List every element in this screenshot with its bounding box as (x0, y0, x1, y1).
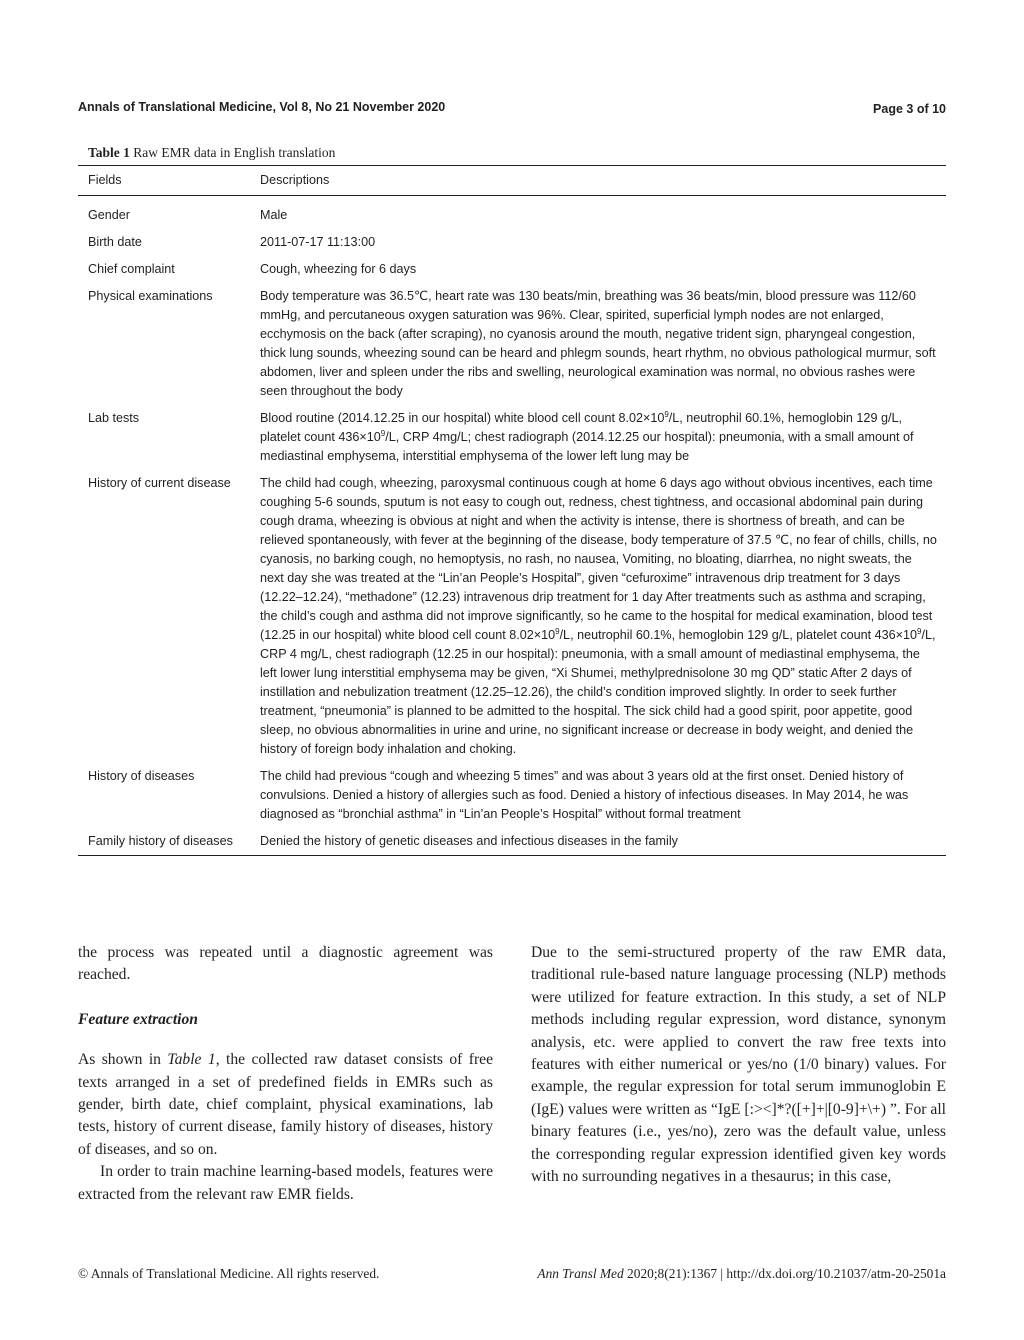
table-row (78, 466, 946, 759)
field-cell: Birth date (88, 235, 142, 249)
field-cell: Physical examinations (88, 289, 213, 303)
body-column-right (531, 942, 946, 1188)
emr-table (78, 165, 946, 856)
description-cell: Blood routine (2014.12.25 in our hospital) white blood cell count $8.02\times 10^9/L$, neutrophil 60.1%, hemoglobin 129 g/L, platelet count $436\times 10^9/L$, CRP 4mg/L; chest radiograph (2014.12.25 our hospital): pneumonia, with a small amount of mediastinal emphysema, interstitial emphysema of the lower left lung may be (260, 410, 914, 463)
table-header-row (78, 166, 946, 196)
description-cell: Body temperature was 36.5℃, heart rate was 130 beats/min, breathing was 36 beats/min, blood pressure was 112/60 mmHg, and percutaneous oxygen saturation was 96%. Clear, spirited, superficial lymph nodes are not enlarged, ecchymosis on the back (after scraping), no cyanosis around the mouth, negative trident sign, pharyngeal congestion, thick lung sounds, wheezing sound can be heard and phlegm sounds, heart rhythm, no obvious pathological murmur, soft abdomen, liver and spleen under the ribs and swelling, neurological examination was normal, no obvious rashes were seen throughout the body (260, 289, 936, 398)
field-cell: Chief complaint (88, 262, 175, 276)
copyright-notice: © Annals of Translational Medicine. All rights reserved. (78, 1266, 380, 1281)
running-header (78, 100, 946, 120)
description-cell: The child had previous “cough and wheezing 5 times” and was about 3 years old at the first onset. Denied history of convulsions. Denied a history of allergies such as food. Denied a history of infectious diseases. In May 2014, he was diagnosed as “bronchial asthma” in “Lin’an People’s Hospital” without formal treatment (260, 769, 909, 821)
body-paragraph (78, 1049, 493, 1161)
description-cell: Denied the history of genetic diseases and infectious diseases in the family (260, 834, 678, 848)
field-cell: Family history of diseases (88, 834, 233, 848)
body-paragraph: Due to the semi-structured property of the raw EMR data, traditional rule-based nature language processing (NLP) methods were utilized for feature extraction. In this study, a set of NLP methods including regular expression, word distance, synonym analysis, etc. were applied to convert the raw free texts into features with either numerical or yes/no (1/0 binary) values. For example, the regular expression for total serum immunoglobin E (IgE) values were written as “IgE [:><]*?([+]+|[0-9]+\+) ”. For all binary features (i.e., yes/no), zero was the default value, unless the corresponding regular expression identified given key words with no surrounding negatives in a thesaurus; in this case, (531, 944, 946, 1186)
table-row (78, 196, 946, 226)
table-title: Raw EMR data in English translation (133, 145, 336, 160)
column-header-fields: Fields (88, 173, 122, 187)
table-reference-link[interactable]: Table 1 (167, 1051, 216, 1069)
paragraph-text: As shown in (78, 1051, 168, 1069)
table-row (78, 759, 946, 824)
paragraph-text: , the collected raw dataset consists of free texts arranged in a set of predefined fields in EMRs such as gender, birth date, chief complaint, physical examinations, lab tests, history of current disease, family history of diseases, history of diseases, and so on. (78, 1051, 493, 1158)
superscript: 9 (380, 429, 386, 438)
citation-doi-link[interactable]: 2020;8(21):1367 | http://dx.doi.org/10.21037/atm-20-2501a (623, 1266, 946, 1281)
column-header-descriptions: Descriptions (260, 173, 330, 187)
description-cell: Male (260, 208, 288, 222)
table-caption (88, 145, 335, 161)
table-row (78, 401, 946, 466)
field-cell: History of diseases (88, 769, 195, 783)
section-heading: Feature extraction (78, 1010, 198, 1028)
description-cell: 2011-07-17 11:13:00 (260, 235, 376, 249)
field-cell: History of current disease (88, 476, 231, 490)
superscript: 9 (664, 410, 669, 419)
citation (537, 1266, 946, 1282)
page-number: Page 3 of 10 (873, 102, 946, 116)
field-cell: Gender (88, 208, 131, 222)
journal-header: Annals of Translational Medicine, Vol 8, No 21 November 2020 (78, 100, 446, 114)
body-column-left (78, 942, 493, 1206)
superscript: 9 (555, 627, 560, 636)
table-row (78, 279, 946, 401)
table-row (78, 824, 946, 856)
table-row (78, 225, 946, 252)
description-cell: The child had cough, wheezing, paroxysmal continuous cough at home 6 days ago without obvious incentives, each time coughing 5-6 sounds, sputum is not easy to cough out, redness, chest tightness, and occasional abdominal pain during cough drama, wheezing is obvious at night and when the activity is intense, there is shortness of breath, and can be relieved spontaneously, with fever at the beginning of the disease, body temperature of 37.5 ℃, no fear of chills, chills, no cyanosis, no barking cough, no hemoptysis, no rash, no nausea, Vomiting, no bloating, diarrhea, no night sweats, the next day she was treated at the “Lin’an People’s Hospital”, given “cefuroxime” intravenous drip treatment for 3 days (12.22–12.24), “methadone” (12.23) intravenous drip treatment for 1 day After treatments such as asthma and scraping, the child’s cough and asthma did not improve significantly, so he came to the hospital for medical examination, blood test (12.25 in our hospital) white blood cell count $8.02\times 10^9/L$, neutrophil 60.1%, hemoglobin 129 g/L, platelet count $436\times 10^9/L$, CRP 4 mg/L, chest radiograph (12.25 in our hospital): pneumonia, with a small amount of mediastinal emphysema, the left lower lung interstitial emphysema may be given, “Xi Shumei, methylprednisolone 30 mg QD” static After 2 days of instillation and nebulization treatment (12.25–12.26), the child’s condition improved slightly. In order to seek further treatment, “pneumonia” is planned to be admitted to the hospital. The sick child had a good spirit, poor appetite, good sleep, no obvious abnormalities in urine and urine, no significant increase or decrease in body weight, and denied the history of foreign body inhalation and choking. (260, 476, 937, 756)
field-cell: Lab tests (88, 411, 140, 425)
body-paragraph: the process was repeated until a diagnostic agreement was reached. (78, 944, 493, 984)
table-row (78, 252, 946, 279)
body-paragraph: In order to train machine learning-based models, features were extracted from the relevant raw EMR fields. (78, 1163, 493, 1203)
table-label: Table 1 (88, 145, 130, 160)
superscript: 9 (917, 627, 922, 636)
citation-journal: Ann Transl Med (537, 1266, 624, 1281)
description-cell: Cough, wheezing for 6 days (260, 262, 417, 276)
